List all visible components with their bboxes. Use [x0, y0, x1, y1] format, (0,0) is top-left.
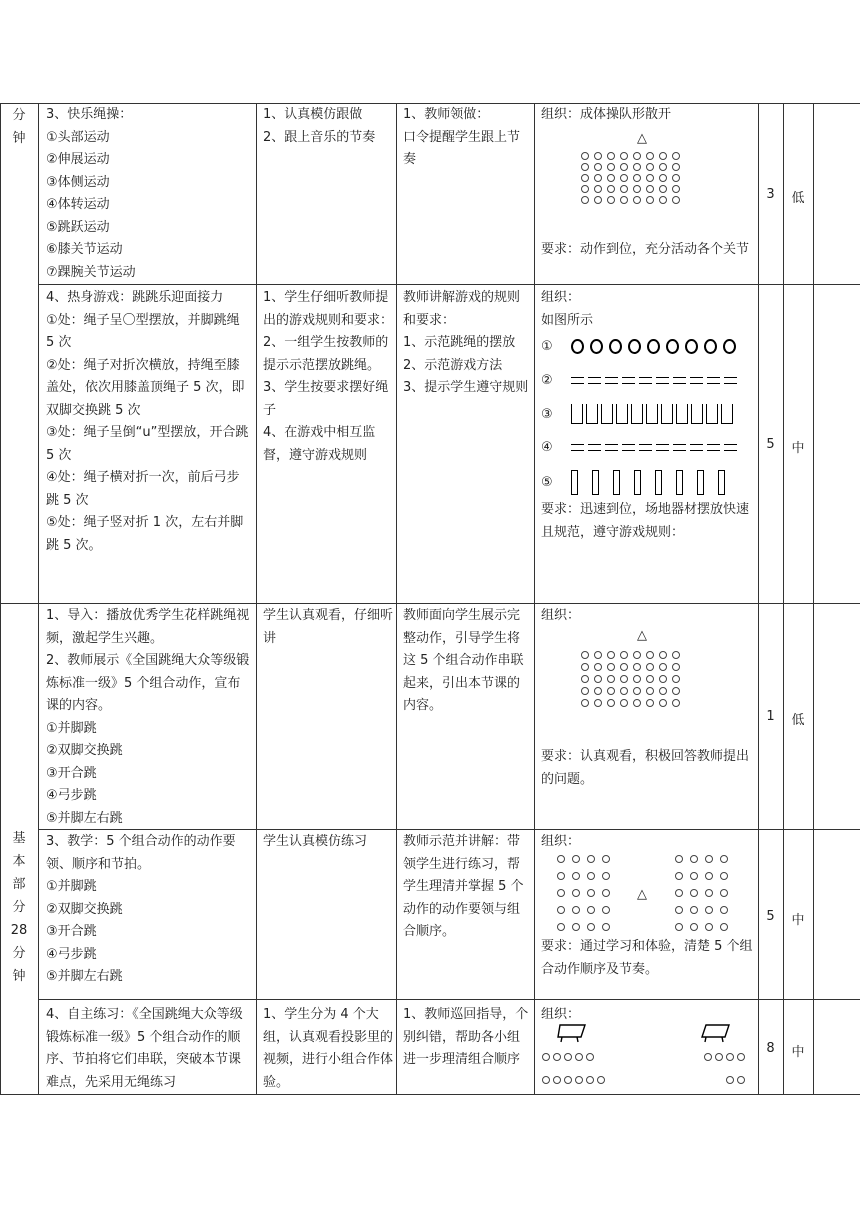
vertical-rope-icon	[697, 470, 704, 495]
rope-figure-row	[541, 403, 736, 425]
content-cell: 4、热身游戏：跳跳乐迎面接力 ①处：绳子呈〇型摆放，并脚跳绳 5 次 ②处：绳子对折次横放，持绳至膝盖处，依次用膝盖顶绳子 5 次，即双脚交换跳 5 次 ③处：绳子呈倒“u”型摆放，开合跳 5 次 ④处：绳子横对折一次，前后弓步跳 5 次 ⑤处：绳子竖对折 1 次，左右并脚跳 5 次。	[46, 290, 249, 553]
vertical-rope-icon	[571, 470, 578, 495]
group-circles-right-2	[726, 1076, 745, 1084]
folded-rope-icon	[639, 377, 652, 384]
repetition-count: 5	[766, 437, 775, 452]
content-cell: 3、教学：5 个组合动作的动作要领、顺序和节拍。 ①并脚跳 ②双脚交换跳 ③开合跳 ④弓步跳 ⑤并脚左右跳	[46, 834, 236, 984]
vertical-rope-icon	[592, 470, 599, 495]
requirement-text: 要求：通过学习和体验，清楚 5 个组合动作顺序及节奏。	[541, 939, 753, 977]
rope-figure-row	[541, 471, 739, 493]
student-cell: 1、学生仔细听教师提出的游戏规则和要求： 2、一组学生按教师的提示示范摆放跳绳。 3、学生按要求摆好绳子 4、在游戏中相互监督，遵守游戏规则	[263, 290, 394, 463]
rope-ring-icon	[609, 339, 622, 354]
teacher-cell: 1、教师领做： 口令提醒学生跟上节奏	[403, 107, 521, 167]
repetition-count: 1	[766, 709, 775, 724]
teacher-cell: 教师示范并讲解：带领学生进行练习，帮学生理清并掌握 5 个动作的动作要领与组合顺序。	[403, 834, 524, 939]
intensity-level: 中	[791, 441, 805, 456]
folded-rope-icon	[690, 377, 703, 384]
org-label: 组织：	[541, 834, 581, 849]
folded-rope-icon	[639, 444, 652, 451]
vertical-rope-icon	[634, 470, 641, 495]
vertical-rope-icon	[718, 470, 725, 495]
group-circles-left-1	[542, 1053, 594, 1061]
rope-ring-icon	[685, 339, 698, 354]
content-cell: 3、快乐绳操： ①头部运动 ②伸展运动 ③体侧运动 ④体转运动 ⑤跳跃运动 ⑥膝关节运动 ⑦踝腕关节运动	[46, 107, 136, 280]
intensity-level: 低	[791, 713, 805, 728]
u-rope-icon	[706, 404, 718, 424]
group-circles-left-2	[542, 1076, 605, 1084]
u-rope-icon	[691, 404, 703, 424]
u-rope-icon	[631, 404, 643, 424]
rope-ring-icon	[571, 339, 584, 354]
repetition-count: 5	[766, 909, 775, 924]
repetition-count: 3	[766, 187, 775, 202]
org-label: 组织：	[541, 1007, 581, 1022]
u-rope-icon	[646, 404, 658, 424]
folded-rope-icon	[724, 444, 737, 451]
folded-rope-icon	[673, 377, 686, 384]
requirement-text: 要求：迅速到位，场地器材摆放快速且规范，遵守游戏规则：	[541, 502, 750, 540]
teacher-cell: 教师讲解游戏的规则和要求： 1、示范跳绳的摆放 2、示范游戏方法 3、提示学生遵守规则	[403, 290, 529, 395]
folded-rope-icon	[571, 377, 584, 384]
student-cell: 学生认真模仿练习	[263, 834, 368, 849]
folded-rope-icon	[605, 377, 618, 384]
folded-rope-icon	[656, 377, 669, 384]
folded-rope-icon	[571, 444, 584, 451]
formation-grid-right	[675, 855, 728, 931]
folded-rope-icon	[690, 444, 703, 451]
figure-label: ④	[541, 439, 553, 455]
teacher-cell: 1、教师巡回指导，个别纠错，帮助各小组进一步理清组合顺序	[403, 1007, 529, 1067]
u-rope-icon	[571, 404, 583, 424]
teacher-cell: 教师面向学生展示完整动作，引导学生将这 5 个组合动作串联起来，引出本节课的内容。	[403, 608, 524, 713]
formation-grid-left	[557, 855, 610, 931]
folded-rope-icon	[622, 377, 635, 384]
intensity-level: 低	[791, 191, 805, 206]
rope-ring-icon	[704, 339, 717, 354]
folded-rope-icon	[588, 444, 601, 451]
folded-rope-icon	[707, 377, 720, 384]
repetition-count: 8	[766, 1041, 775, 1056]
rope-ring-icon	[628, 339, 641, 354]
folded-rope-icon	[673, 444, 686, 451]
student-cell: 学生认真观看，仔细听讲	[263, 608, 394, 646]
section-basic-label: 基 本 部 分 28 分 钟	[10, 831, 28, 984]
student-cell: 1、学生分为 4 个大组，认真观看投影里的视频，进行小组合作体验。	[263, 1007, 394, 1090]
u-rope-icon	[586, 404, 598, 424]
figure-label: ①	[541, 338, 553, 354]
rope-ring-icon	[666, 339, 679, 354]
figure-label: ②	[541, 372, 553, 388]
formation-grid	[581, 152, 680, 204]
u-rope-icon	[676, 404, 688, 424]
u-rope-icon	[721, 404, 733, 424]
folded-rope-icon	[656, 444, 669, 451]
content-cell: 4、自主练习：《全国跳绳大众等级锻炼标准一级》5 个组合动作的顺序、节拍将它们串联，突破本节课难点，先采用无绳练习	[46, 1007, 243, 1090]
folded-rope-icon	[622, 444, 635, 451]
folded-rope-icon	[707, 444, 720, 451]
teacher-triangle-icon: △	[637, 887, 647, 902]
u-rope-icon	[601, 404, 613, 424]
rope-ring-icon	[590, 339, 603, 354]
intensity-level: 中	[791, 1045, 805, 1060]
student-cell: 1、认真模仿跟做 2、跟上音乐的节奏	[263, 107, 376, 145]
intensity-level: 中	[791, 913, 805, 928]
figure-label: ③	[541, 406, 553, 422]
section-warmup-label: 分 钟	[12, 108, 26, 146]
requirement-text: 要求：认真观看，积极回答教师提出的问题。	[541, 749, 750, 787]
content-cell: 1、导入：播放优秀学生花样跳绳视频，激起学生兴趣。 2、教师展示《全国跳绳大众等级锻炼标准一级》5 个组合动作，宣布课的内容。 ①并脚跳 ②双脚交换跳 ③开合跳 ④弓步跳 ⑤并脚左右跳	[46, 608, 250, 826]
rope-ring-icon	[647, 339, 660, 354]
teacher-triangle-icon: △	[637, 628, 647, 643]
group-circles-right-1	[704, 1053, 745, 1061]
vertical-rope-icon	[655, 470, 662, 495]
rope-figure-row	[541, 369, 741, 391]
u-rope-icon	[661, 404, 673, 424]
folded-rope-icon	[724, 377, 737, 384]
figure-label: ⑤	[541, 474, 553, 490]
formation-grid	[581, 651, 680, 707]
rope-figure-row	[541, 335, 742, 357]
teacher-triangle-icon: △	[637, 131, 647, 146]
vertical-rope-icon	[613, 470, 620, 495]
org-label: 组织：成体操队形散开	[541, 107, 672, 122]
screen-icon	[557, 1023, 587, 1043]
folded-rope-icon	[588, 377, 601, 384]
folded-rope-icon	[605, 444, 618, 451]
org-label: 组织：	[541, 608, 581, 623]
org-label: 组织： 如图所示	[541, 290, 594, 328]
rope-figure-row	[541, 436, 741, 458]
u-rope-icon	[616, 404, 628, 424]
screen-icon	[700, 1023, 730, 1043]
rope-ring-icon	[723, 339, 736, 354]
vertical-rope-icon	[676, 470, 683, 495]
requirement-text: 要求：动作到位，充分活动各个关节	[541, 242, 750, 257]
